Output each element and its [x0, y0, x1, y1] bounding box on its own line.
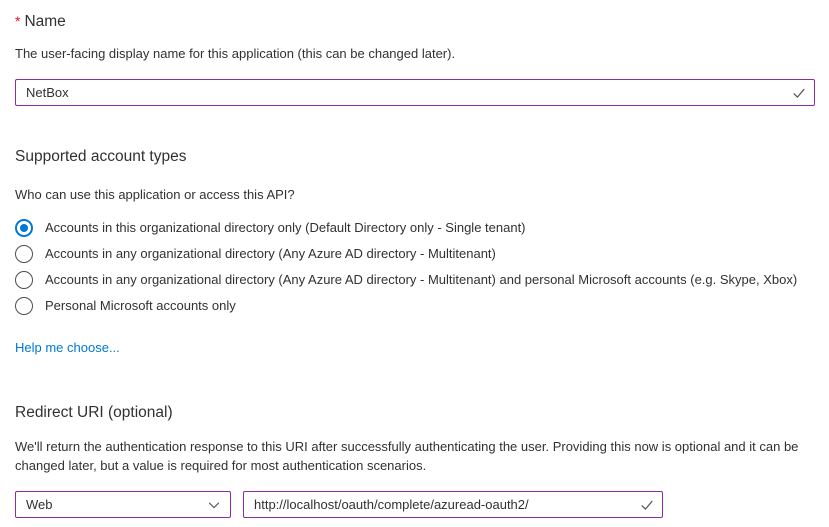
platform-select-dropdown[interactable]: [15, 491, 231, 518]
redirect-uri-input[interactable]: [243, 491, 663, 518]
radio-option-2[interactable]: [15, 267, 815, 293]
radio-option-label: Accounts in this organizational directory only (Default Directory only - Single tenant): [45, 220, 526, 235]
name-input-wrap: [15, 79, 815, 106]
account-types-radio-group: [15, 215, 815, 319]
radio-option-0[interactable]: [15, 215, 815, 241]
name-section-title: [15, 11, 815, 32]
name-description: The user-facing display name for this application (this can be changed later).: [15, 46, 456, 61]
uri-input-wrap: [243, 491, 663, 518]
radio-option-1[interactable]: [15, 241, 815, 267]
chevron-down-icon: [207, 498, 221, 512]
name-section-title-text: Name: [24, 13, 66, 30]
name-input[interactable]: [15, 79, 815, 106]
radio-button-icon[interactable]: [15, 219, 33, 237]
account-types-section-title: Supported account types: [15, 148, 187, 165]
platform-select-value: Web: [26, 497, 53, 512]
help-me-choose-link[interactable]: Help me choose...: [15, 340, 120, 355]
redirect-uri-description: We'll return the authentication response to this URI after successfully authenticating the user. Providing this now is optional and it can be changed later, but a value is required for most authentication scenarios.: [15, 439, 799, 473]
radio-option-label: Accounts in any organizational directory (Any Azure AD directory - Multitenant): [45, 246, 496, 261]
radio-button-icon[interactable]: [15, 297, 33, 315]
radio-option-label: Accounts in any organizational directory (Any Azure AD directory - Multitenant) and personal Microsoft accounts (e.g. Skype, Xbox): [45, 272, 798, 287]
account-types-question: Who can use this application or access this API?: [15, 187, 295, 202]
redirect-uri-row: [15, 491, 815, 518]
redirect-uri-section-title: Redirect URI (optional): [15, 404, 173, 421]
radio-option-3[interactable]: [15, 293, 815, 319]
app-registration-form: [0, 11, 829, 518]
required-asterisk: *: [15, 13, 21, 29]
radio-button-icon[interactable]: [15, 245, 33, 263]
radio-option-label: Personal Microsoft accounts only: [45, 298, 236, 313]
radio-button-icon[interactable]: [15, 271, 33, 289]
